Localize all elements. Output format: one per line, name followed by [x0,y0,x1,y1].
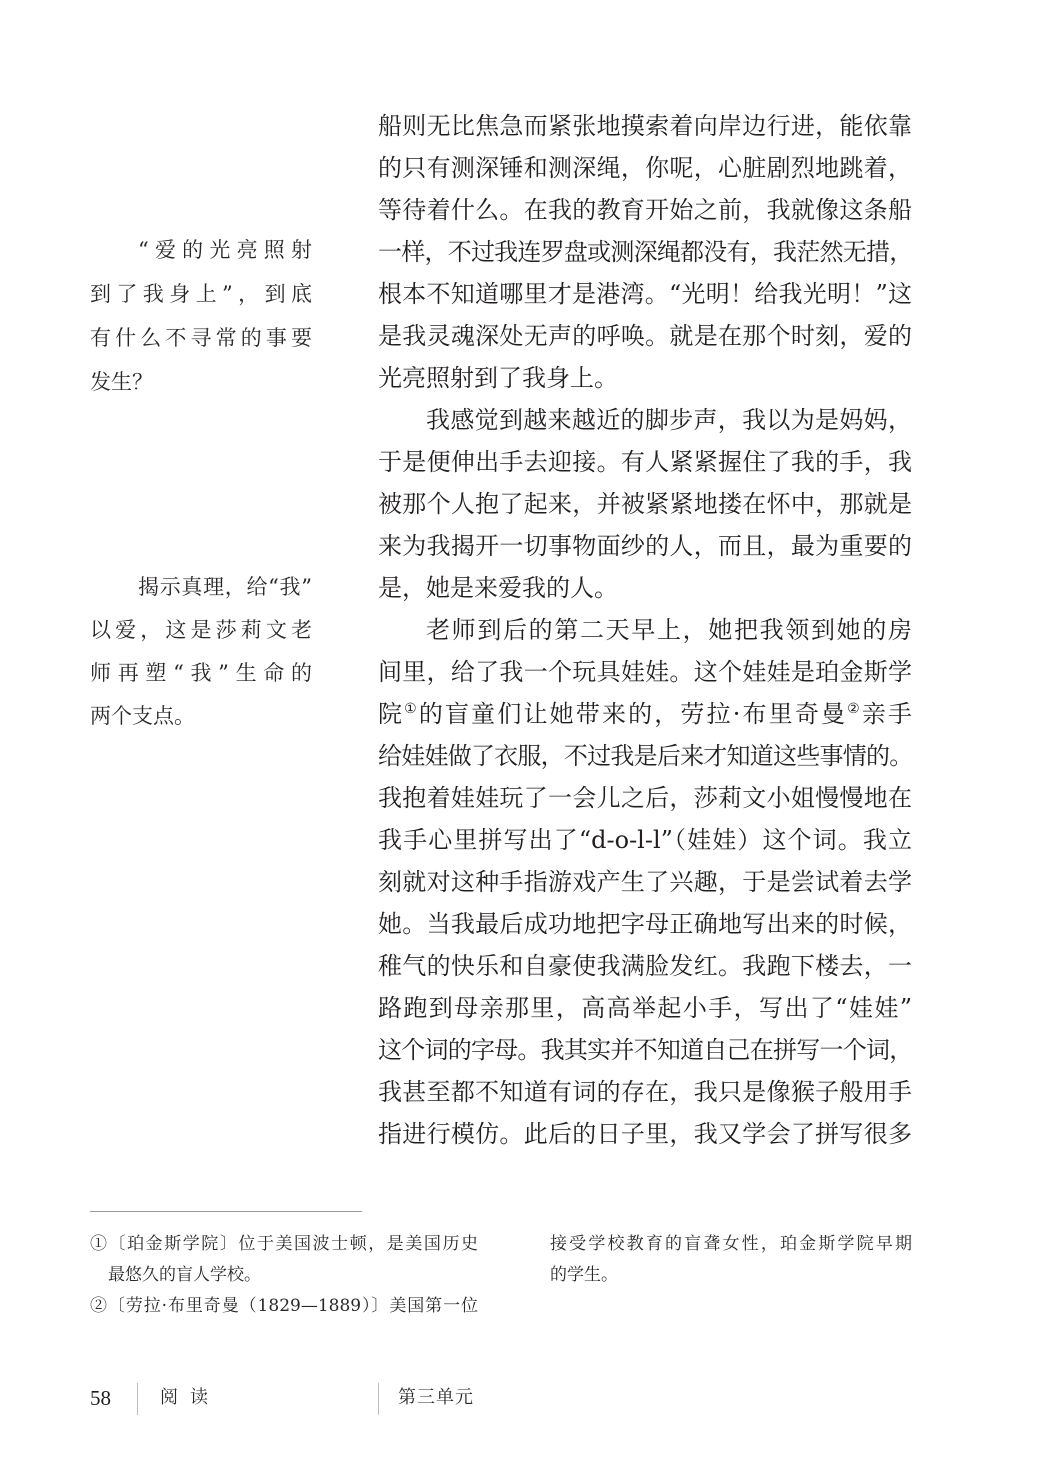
footer-divider [137,1383,138,1415]
footnotes-right-column [550,1229,912,1291]
text-line: 的只有测深锤和测深绳，你呢，心脏剧烈地跳着， [378,154,912,182]
page-number: 58 [90,1386,111,1410]
text-line: 我抱着娃娃玩了一会儿之后，莎莉文小姐慢慢地在 [378,784,912,812]
footnote-line: 接受学校教育的盲聋女性，珀金斯学院早期 [550,1234,912,1254]
margin-note-line: 发生？ [90,370,153,394]
main-text [378,105,912,1155]
footnote-ref: ① [404,701,419,717]
text-line: 我感觉到越来越近的脚步声，我以为是妈妈， [426,406,912,434]
text-line: 她。当我最后成功地把字母正确地写出来的时候， [378,910,912,938]
text-line: 我甚至都不知道有词的存在，我只是像猴子般用手 [378,1078,912,1106]
footnote-divider [90,1211,362,1212]
text-line: 被那个人抱了起来，并被紧紧地搂在怀中，那就是 [378,490,912,518]
footer-divider [378,1383,379,1415]
text-line: 指进行模仿。此后的日子里，我又学会了拼写很多 [378,1120,912,1148]
text-segment: 院 [378,700,405,728]
margin-note-line: 到了我身上”，到底 [90,282,312,306]
section-name: 阅读 [160,1387,220,1408]
text-line: 一样，不过我连罗盘或测深绳都没有，我茫然无措， [378,238,912,266]
text-line: 老师到后的第二天早上，她把我领到她的房 [426,616,912,644]
margin-note-line: 有什么不寻常的事要 [90,326,312,350]
text-line: 我手心里拼写出了“d-o-l-l”（娃娃）这个词。我立 [378,826,912,854]
margin-note-line: 揭示真理，给“我” [138,575,312,599]
text-line: 船则无比焦急而紧张地摸索着向岸边行进，能依靠 [378,112,912,140]
text-line: 光亮照射到了我身上。 [378,364,618,392]
footnote-line: 最悠久的盲人学校。 [108,1265,261,1285]
footnote-line: 的学生。 [550,1265,618,1285]
text-line: 给娃娃做了衣服，不过我是后来才知道这些事情的。 [378,742,912,770]
text-line: 来为我揭开一切事物面纱的人，而且，最为重要的 [378,532,912,560]
footnote-line: ②〔劳拉·布里奇曼（1829—1889）〕美国第一位 [90,1296,478,1316]
unit-name: 第三单元 [398,1387,474,1408]
text-line: 是，她是来爱我的人。 [378,574,618,602]
margin-note [90,566,312,738]
margin-note-line: 两个支点。 [90,704,195,728]
margin-note-line: 以爱，这是莎莉文老 [90,618,312,642]
text-segment: 的盲童们让她带来的，劳拉·布里奇曼 [418,700,848,728]
text-line: 这个词的字母。我其实并不知道自己在拼写一个词， [378,1036,912,1064]
margin-note-line: “爱的光亮照射 [138,238,312,262]
footnotes-left-column [90,1229,478,1322]
text-line: 等待着什么。在我的教育开始之前，我就像这条船 [378,196,912,224]
text-line: 根本不知道哪里才是港湾。“光明！给我光明！”这 [378,280,912,308]
footnote-line: ①〔珀金斯学院〕位于美国波士顿，是美国历史 [90,1234,478,1254]
footnote-ref: ② [847,701,862,717]
margin-note [90,228,312,404]
text-line: 刻就对这种手指游戏产生了兴趣，于是尝试着去学 [378,868,912,896]
text-line: 间里，给了我一个玩具娃娃。这个娃娃是珀金斯学 [378,658,912,686]
margin-note-line: 师再塑“我”生命的 [90,661,312,685]
text-line: 是我灵魂深处无声的呼唤。就是在那个时刻，爱的 [378,322,912,350]
text-line [378,693,912,735]
text-line: 路跑到母亲那里，高高举起小手，写出了“娃娃” [378,994,912,1022]
text-segment: 亲手 [861,700,912,728]
text-line: 稚气的快乐和自豪使我满脸发红。我跑下楼去，一 [378,952,912,980]
text-line: 于是便伸出手去迎接。有人紧紧握住了我的手，我 [378,448,912,476]
